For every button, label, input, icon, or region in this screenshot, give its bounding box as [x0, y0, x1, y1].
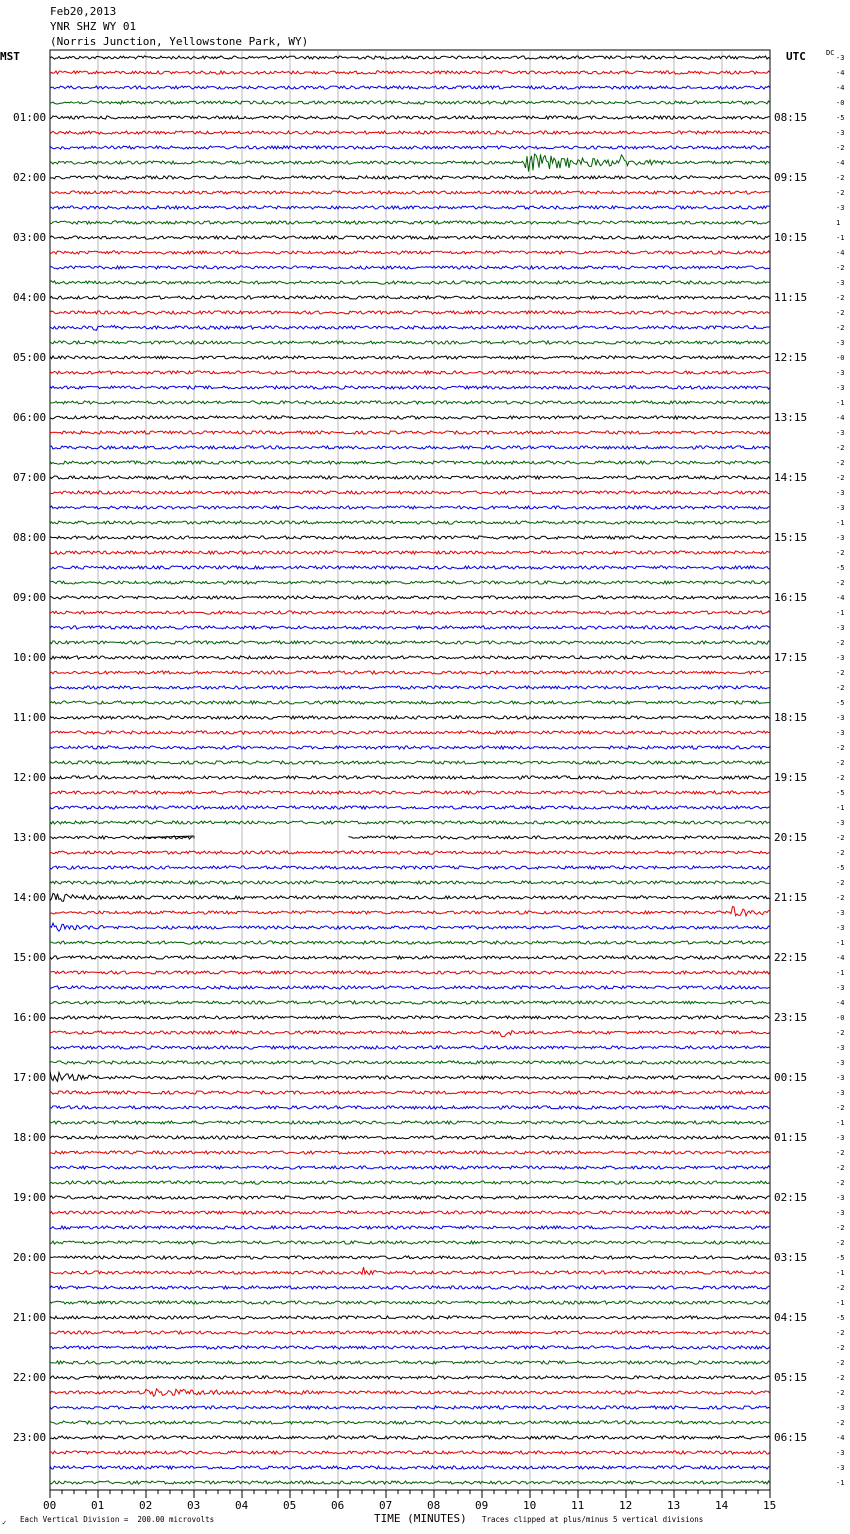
dc-offset-value: -2 [836, 1358, 845, 1367]
mst-axis-title: MST [0, 50, 20, 63]
dc-offset-value: -2 [836, 1418, 845, 1427]
trace-line [50, 476, 770, 479]
x-tick-label: 08 [427, 1499, 441, 1512]
utc-hour-label: 05:15 [774, 1370, 808, 1384]
dc-offset-value: -1 [836, 518, 845, 527]
date-label: Feb20,2013 [50, 5, 117, 18]
mst-hour-label: 19:00 [13, 1190, 47, 1204]
x-tick-label: 15 [763, 1499, 777, 1512]
station-label: YNR SHZ WY 01 [50, 20, 137, 33]
trace-line [50, 893, 770, 901]
dc-offset-value: -5 [836, 1313, 845, 1322]
trace-line [50, 701, 770, 704]
utc-hour-label: 03:15 [774, 1250, 808, 1264]
mst-hour-label: 20:00 [13, 1250, 47, 1264]
trace-line [50, 1166, 770, 1169]
trace-line [50, 956, 770, 959]
dc-offset-value: -2 [836, 458, 845, 467]
mst-hour-label: 16:00 [13, 1010, 47, 1024]
utc-hour-label: 16:15 [774, 590, 808, 604]
trace-line [50, 521, 770, 524]
trace-line [50, 131, 770, 134]
mst-hour-label: 02:00 [13, 170, 47, 184]
trace-line [50, 56, 770, 59]
dc-offset-value: -2 [836, 263, 845, 272]
dc-offset-value: -1 [836, 233, 845, 242]
dc-offset-value: -1 [836, 1298, 845, 1307]
trace-line [50, 1136, 770, 1139]
trace-line [50, 566, 770, 569]
trace-line [50, 1196, 770, 1199]
trace-line [50, 266, 770, 269]
dc-offset-value: -4 [836, 593, 845, 602]
dc-offset-value: -2 [836, 308, 845, 317]
dc-offset-value: -2 [836, 668, 845, 677]
trace-line [50, 1451, 770, 1454]
dc-offset-value: -2 [836, 293, 845, 302]
utc-hour-label: 14:15 [774, 470, 808, 484]
trace-line [50, 1316, 770, 1319]
trace-line [50, 1389, 770, 1396]
dc-offset-value: -2 [836, 1283, 845, 1292]
trace-line [50, 731, 770, 734]
utc-hour-label: 09:15 [774, 170, 808, 184]
mst-hour-label: 06:00 [13, 410, 47, 424]
mst-hour-label: 05:00 [13, 350, 47, 364]
dc-offset-value: -4 [836, 68, 845, 77]
trace-line [50, 581, 770, 584]
x-tick-label: 11 [571, 1499, 585, 1512]
dc-offset-value: -2 [836, 878, 845, 887]
utc-hour-label: 10:15 [774, 230, 808, 244]
trace-line [50, 506, 770, 509]
x-tick-label: 14 [715, 1499, 729, 1512]
dc-offset-value: -2 [836, 683, 845, 692]
dc-offset-value: -5 [836, 1253, 845, 1262]
trace-line [50, 1106, 770, 1109]
dc-offset-value: -3 [836, 728, 845, 737]
utc-hour-label: 22:15 [774, 950, 808, 964]
trace-line [50, 251, 770, 254]
dc-offset-value: -2 [836, 1163, 845, 1172]
trace-line [50, 1046, 770, 1049]
dc-offset-value: -1 [836, 968, 845, 977]
trace-line [50, 1286, 770, 1289]
dc-offset-value: -3 [836, 1073, 845, 1082]
trace-line [50, 461, 770, 464]
trace-line [50, 881, 770, 884]
trace-line [50, 596, 770, 599]
mst-hour-label: 07:00 [13, 470, 47, 484]
trace-line [50, 386, 770, 389]
dc-offset-value: -2 [836, 848, 845, 857]
dc-offset-value: -2 [836, 578, 845, 587]
trace-line [50, 1151, 770, 1154]
utc-hour-label: 18:15 [774, 710, 808, 724]
dc-offset-value: -5 [836, 788, 845, 797]
dc-offset-value: -3 [836, 818, 845, 827]
dc-offset-value: -2 [836, 893, 845, 902]
dc-offset-value: -3 [836, 533, 845, 542]
dc-offset-value: -2 [836, 1238, 845, 1247]
trace-line [50, 806, 770, 809]
trace-line [50, 371, 770, 374]
mst-hour-label: 22:00 [13, 1370, 47, 1384]
trace-line [50, 101, 770, 104]
dc-offset-value: -3 [836, 1043, 845, 1052]
trace-line [50, 1181, 770, 1184]
scale-note: Each Vertical Division = 200.00 microvolts [20, 1515, 215, 1524]
trace-line [50, 221, 770, 224]
dc-offset-value: -2 [836, 443, 845, 452]
footer-mark: ✓ [2, 1518, 7, 1527]
utc-hour-label: 13:15 [774, 410, 808, 424]
utc-hour-label: 20:15 [774, 830, 808, 844]
trace-line [50, 86, 770, 89]
dc-offset-value: -3 [836, 128, 845, 137]
trace-line [50, 776, 770, 779]
trace-line [50, 116, 770, 119]
dc-offset-value: -3 [836, 653, 845, 662]
dc-offset-value: -3 [836, 428, 845, 437]
trace-line [50, 311, 770, 314]
trace-line [50, 416, 770, 419]
dc-offset-value: -2 [836, 323, 845, 332]
trace-line [50, 851, 770, 854]
mst-hour-label: 21:00 [13, 1310, 47, 1324]
dc-offset-value: -2 [836, 1103, 845, 1112]
dc-offset-value: -2 [836, 1328, 845, 1337]
mst-hour-label: 04:00 [13, 290, 47, 304]
mst-hour-label: 10:00 [13, 650, 47, 664]
dc-offset-value: -2 [836, 1223, 845, 1232]
trace-line [50, 1361, 770, 1364]
dc-header: DC [826, 49, 835, 57]
dc-offset-value: -2 [836, 143, 845, 152]
x-tick-label: 04 [235, 1499, 249, 1512]
x-tick-label: 02 [139, 1499, 153, 1512]
trace-line [50, 907, 770, 916]
dc-offset-value: -2 [836, 758, 845, 767]
dc-offset-value: -1 [836, 398, 845, 407]
dc-offset-value: -2 [836, 473, 845, 482]
trace-line [50, 1481, 770, 1484]
dc-offset-value: -5 [836, 563, 845, 572]
x-axis-title: TIME (MINUTES) [374, 1512, 467, 1525]
dc-offset-value: -2 [836, 743, 845, 752]
dc-offset-value: -3 [836, 1463, 845, 1472]
dc-offset-value: -2 [836, 1388, 845, 1397]
trace-line [50, 986, 770, 989]
trace-line [50, 1211, 770, 1214]
dc-offset-value: -3 [836, 383, 845, 392]
utc-hour-label: 12:15 [774, 350, 808, 364]
mst-hour-label: 08:00 [13, 530, 47, 544]
utc-hour-label: 17:15 [774, 650, 808, 664]
trace-line [50, 491, 770, 494]
utc-axis-title: UTC [786, 50, 806, 63]
x-tick-label: 05 [283, 1499, 297, 1512]
utc-hour-label: 23:15 [774, 1010, 808, 1024]
dc-offset-value: -4 [836, 998, 845, 1007]
x-tick-label: 09 [475, 1499, 489, 1512]
dc-offset-value: -2 [836, 188, 845, 197]
mst-hour-label: 18:00 [13, 1130, 47, 1144]
x-tick-label: 10 [523, 1499, 537, 1512]
dc-offset-value: -2 [836, 1343, 845, 1352]
dc-offset-value: -2 [836, 638, 845, 647]
dc-offset-value: -3 [836, 1193, 845, 1202]
trace-line [50, 1121, 770, 1124]
trace-line [50, 923, 770, 931]
trace-line [50, 356, 770, 359]
dc-offset-value: -3 [836, 1058, 845, 1067]
dc-offset-value: -1 [836, 938, 845, 947]
trace-line [50, 1001, 770, 1004]
trace-line [50, 941, 770, 944]
trace-line [50, 191, 770, 194]
dc-offset-value: -2 [836, 1178, 845, 1187]
trace-line [50, 296, 770, 299]
dc-offset-value: -2 [836, 173, 845, 182]
x-tick-label: 13 [667, 1499, 681, 1512]
dc-offset-value: -2 [836, 548, 845, 557]
x-tick-label: 01 [91, 1499, 105, 1512]
dc-offset-value: -4 [836, 248, 845, 257]
dc-offset-value: -1 [836, 1478, 845, 1487]
trace-line [50, 641, 770, 644]
dc-offset-value: -2 [836, 1373, 845, 1382]
trace-line [50, 341, 770, 344]
trace-line [50, 1301, 770, 1304]
x-tick-label: 07 [379, 1499, 393, 1512]
dc-offset-value: -0 [836, 98, 845, 107]
trace-line [50, 1466, 770, 1469]
dc-offset-value: 1 [836, 218, 841, 227]
trace-line [50, 71, 770, 74]
dc-offset-value: -2 [836, 1148, 845, 1157]
clip-note: Traces clipped at plus/minus 5 vertical divisions [482, 1515, 704, 1524]
trace-line [50, 536, 770, 539]
dc-offset-value: -3 [836, 1133, 845, 1142]
dc-offset-value: -3 [836, 983, 845, 992]
dc-offset-value: -2 [836, 1028, 845, 1037]
dc-offset-value: -0 [836, 353, 845, 362]
dc-offset-value: -3 [836, 713, 845, 722]
trace-line [50, 971, 770, 974]
utc-hour-label: 06:15 [774, 1430, 808, 1444]
utc-hour-label: 15:15 [774, 530, 808, 544]
dc-offset-value: -3 [836, 623, 845, 632]
trace-line [50, 206, 770, 209]
trace-line [50, 626, 770, 629]
trace-line [50, 1091, 770, 1094]
x-tick-label: 03 [187, 1499, 201, 1512]
dc-offset-value: -4 [836, 158, 845, 167]
trace-line [50, 1016, 770, 1019]
trace-line [50, 551, 770, 554]
mst-hour-label: 12:00 [13, 770, 47, 784]
trace-line [50, 1256, 770, 1259]
trace-line [50, 1376, 770, 1379]
dc-offset-value: -3 [836, 1448, 845, 1457]
x-tick-label: 12 [619, 1499, 633, 1512]
dc-offset-value: -4 [836, 413, 845, 422]
trace-line [50, 325, 770, 330]
trace-line [50, 281, 770, 284]
trace-line [50, 236, 770, 239]
dc-offset-value: -3 [836, 488, 845, 497]
mst-hour-label: 14:00 [13, 890, 47, 904]
trace-line [50, 1071, 770, 1081]
trace-line [50, 716, 770, 719]
utc-hour-label: 19:15 [774, 770, 808, 784]
dc-offset-value: -1 [836, 803, 845, 812]
trace-line [50, 1436, 770, 1439]
dc-offset-value: -3 [836, 53, 845, 62]
dc-offset-value: -5 [836, 698, 845, 707]
trace-line [50, 1061, 770, 1064]
trace-line [50, 154, 770, 172]
trace-line [50, 1226, 770, 1229]
dc-offset-value: -5 [836, 113, 845, 122]
dc-offset-value: -3 [836, 1208, 845, 1217]
utc-hour-label: 01:15 [774, 1130, 808, 1144]
utc-hour-label: 00:15 [774, 1070, 808, 1084]
mst-hour-label: 09:00 [13, 590, 47, 604]
location-label: (Norris Junction, Yellowstone Park, WY) [50, 35, 309, 48]
mst-hour-label: 23:00 [13, 1430, 47, 1444]
dc-offset-value: -3 [836, 503, 845, 512]
trace-line [50, 761, 770, 764]
trace-line [50, 1346, 770, 1349]
trace-line [50, 401, 770, 404]
dc-offset-value: -3 [836, 908, 845, 917]
dc-offset-value: -4 [836, 953, 845, 962]
trace-line [50, 446, 770, 449]
trace-line [50, 746, 770, 749]
trace-line [50, 656, 770, 659]
dc-offset-value: -3 [836, 1403, 845, 1412]
dc-offset-value: -5 [836, 863, 845, 872]
dc-offset-value: -3 [836, 278, 845, 287]
trace-line [50, 1331, 770, 1334]
dc-offset-value: -3 [836, 368, 845, 377]
utc-hour-label: 08:15 [774, 110, 808, 124]
mst-hour-label: 03:00 [13, 230, 47, 244]
dc-offset-value: -3 [836, 1088, 845, 1097]
utc-hour-label: 04:15 [774, 1310, 808, 1324]
trace-line [50, 176, 770, 179]
dc-offset-value: -1 [836, 1118, 845, 1127]
x-tick-label: 06 [331, 1499, 345, 1512]
mst-hour-label: 17:00 [13, 1070, 47, 1084]
dc-offset-value: -3 [836, 203, 845, 212]
mst-hour-label: 11:00 [13, 710, 47, 724]
trace-line [50, 791, 770, 794]
trace-line [50, 686, 770, 689]
utc-hour-label: 21:15 [774, 890, 808, 904]
trace-line [50, 1406, 770, 1409]
dc-offset-value: -3 [836, 923, 845, 932]
dc-offset-value: -4 [836, 83, 845, 92]
dc-offset-value: -1 [836, 1268, 845, 1277]
trace-line [50, 1421, 770, 1424]
trace-line [50, 1267, 770, 1275]
trace-line [50, 821, 770, 824]
dc-offset-value: -1 [836, 608, 845, 617]
trace-line [50, 611, 770, 614]
trace-line [50, 1241, 770, 1244]
trace-line [50, 431, 770, 434]
dc-offset-value: -3 [836, 338, 845, 347]
mst-hour-label: 01:00 [13, 110, 47, 124]
trace-line [50, 866, 770, 869]
x-tick-label: 00 [43, 1499, 57, 1512]
utc-hour-label: 02:15 [774, 1190, 808, 1204]
dc-offset-value: -0 [836, 1013, 845, 1022]
mst-hour-label: 13:00 [13, 830, 47, 844]
dc-offset-value: -2 [836, 833, 845, 842]
trace-line [50, 1031, 770, 1037]
trace-line [50, 146, 770, 149]
dc-offset-value: -2 [836, 773, 845, 782]
dc-offset-value: -4 [836, 1433, 845, 1442]
mst-hour-label: 15:00 [13, 950, 47, 964]
utc-hour-label: 11:15 [774, 290, 808, 304]
trace-line [50, 671, 770, 674]
